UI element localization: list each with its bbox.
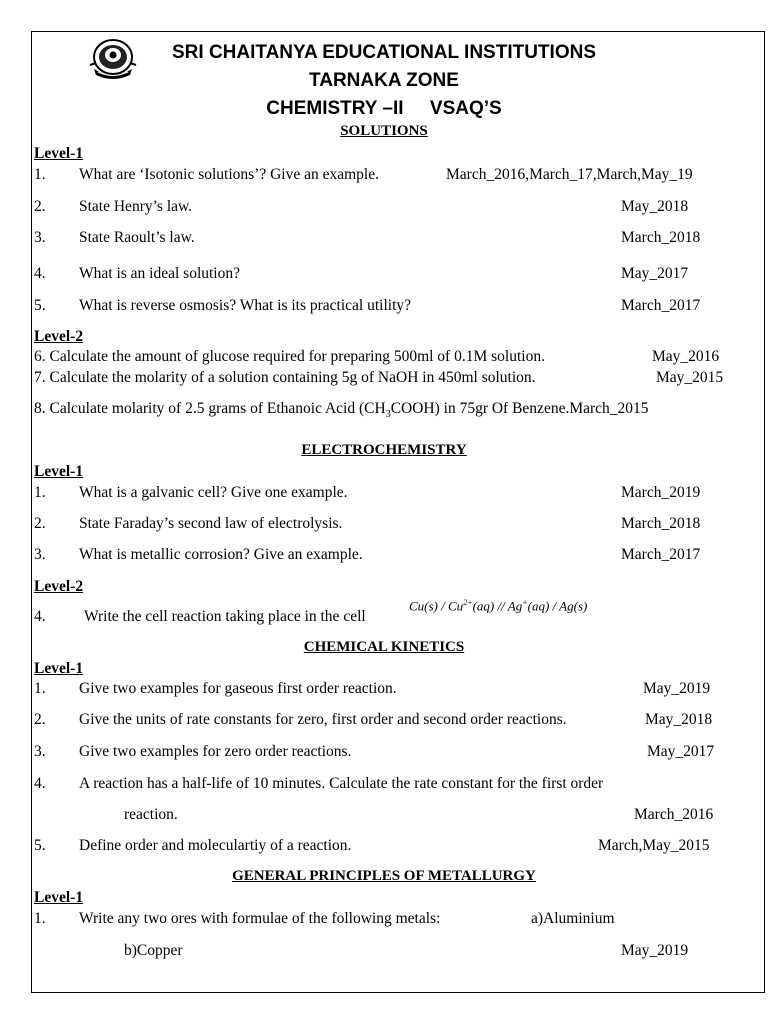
question-number: 5. (34, 837, 46, 854)
exam-date: March_2016 (634, 806, 714, 823)
zone-name: TARNAKA ZONE (309, 70, 459, 91)
question-number: 3. (34, 229, 46, 246)
exam-date: March_2017 (621, 546, 701, 563)
question-text: Give two examples for zero order reactions. (79, 743, 352, 760)
exam-date: May_2017 (621, 265, 689, 282)
exam-date: March_2015 (569, 400, 649, 417)
exam-date: May_2018 (621, 198, 689, 215)
section-title-electrochemistry: ELECTROCHEMISTRY (301, 442, 467, 458)
exam-date: March_2018 (621, 515, 701, 532)
question-text: What is metallic corrosion? Give an example. (79, 546, 363, 563)
section-title-solutions: SOLUTIONS (340, 123, 428, 139)
question-text: 6. Calculate the amount of glucose required for preparing 500ml of 0.1M solution. (34, 348, 545, 365)
level-heading: Level-1 (34, 463, 84, 480)
question-number: 4. (34, 265, 46, 282)
exam-date: March_2017 (621, 297, 701, 314)
question-text: What is a galvanic cell? Give one example. (79, 484, 348, 501)
level-heading: Level-1 (34, 145, 84, 162)
level-heading: Level-1 (34, 889, 84, 906)
question-number: 1. (34, 166, 46, 183)
question-number: 2. (34, 711, 46, 728)
question-text-continued: reaction. (124, 806, 178, 823)
exam-date: May_2019 (643, 680, 711, 697)
subject-title: CHEMISTRY –II VSAQ’S (266, 98, 502, 119)
exam-date: March_2019 (621, 484, 701, 501)
question-text: Write the cell reaction taking place in the cell (84, 608, 366, 625)
option-copper: b)Copper (124, 942, 183, 959)
option-aluminium: a)Aluminium (531, 910, 615, 927)
question-text: Give the units of rate constants for zero, first order and second order reactions. (79, 711, 567, 728)
question-number: 4. (34, 775, 46, 792)
question-text: 7. Calculate the molarity of a solution containing 5g of NaOH in 450ml solution. (34, 369, 536, 386)
question-text: State Henry’s law. (79, 198, 193, 215)
institution-name: SRI CHAITANYA EDUCATIONAL INSTITUTIONS (172, 42, 596, 63)
question-text: A reaction has a half-life of 10 minutes. Calculate the rate constant for the first order (79, 775, 604, 792)
exam-date: May_2015 (656, 369, 724, 386)
exam-date: May_2019 (621, 942, 689, 959)
question-text: Give two examples for gaseous first order reaction. (79, 680, 397, 697)
question-number: 1. (34, 680, 46, 697)
question-number: 3. (34, 743, 46, 760)
question-number: 1. (34, 484, 46, 501)
exam-date: March_2018 (621, 229, 701, 246)
cell-formula: $Cu(s) / Cu^{2+}(aq) // Ag^+(aq) / Ag(s)$ (409, 598, 588, 614)
question-number: 1. (34, 910, 46, 927)
question-number: 2. (34, 515, 46, 532)
question-text: 8. Calculate molarity of 2.5 grams of Ethanoic Acid $(CH_3COOH)$ in 75gr Of Benzene.March_2015 (34, 400, 649, 421)
question-text: Write any two ores with formulae of the following metals: (79, 910, 441, 927)
question-text: What is an ideal solution? (79, 265, 240, 282)
exam-date: May_2017 (647, 743, 715, 760)
level-heading: Level-2 (34, 578, 84, 595)
question-number: 4. (34, 608, 46, 625)
question-number: 5. (34, 297, 46, 314)
question-number: 2. (34, 198, 46, 215)
question-number: 3. (34, 546, 46, 563)
section-title-metallurgy: GENERAL PRINCIPLES OF METALLURGY (232, 868, 536, 884)
exam-date: May_2018 (645, 711, 713, 728)
exam-date: March_2016,March_17,March,May_19 (446, 166, 693, 183)
question-text: Define order and moleculartiy of a reaction. (79, 837, 352, 854)
question-text: State Faraday’s second law of electrolysis. (79, 515, 343, 532)
question-text: What are ‘Isotonic solutions’? Give an example. (79, 166, 379, 183)
section-title-kinetics: CHEMICAL KINETICS (303, 639, 465, 655)
exam-date: March,May_2015 (598, 837, 710, 854)
question-text: State Raoult’s law. (79, 229, 195, 246)
question-text: What is reverse osmosis? What is its practical utility? (79, 297, 412, 314)
level-heading: Level-2 (34, 328, 84, 345)
exam-date: May_2016 (652, 348, 720, 365)
level-heading: Level-1 (34, 660, 84, 677)
